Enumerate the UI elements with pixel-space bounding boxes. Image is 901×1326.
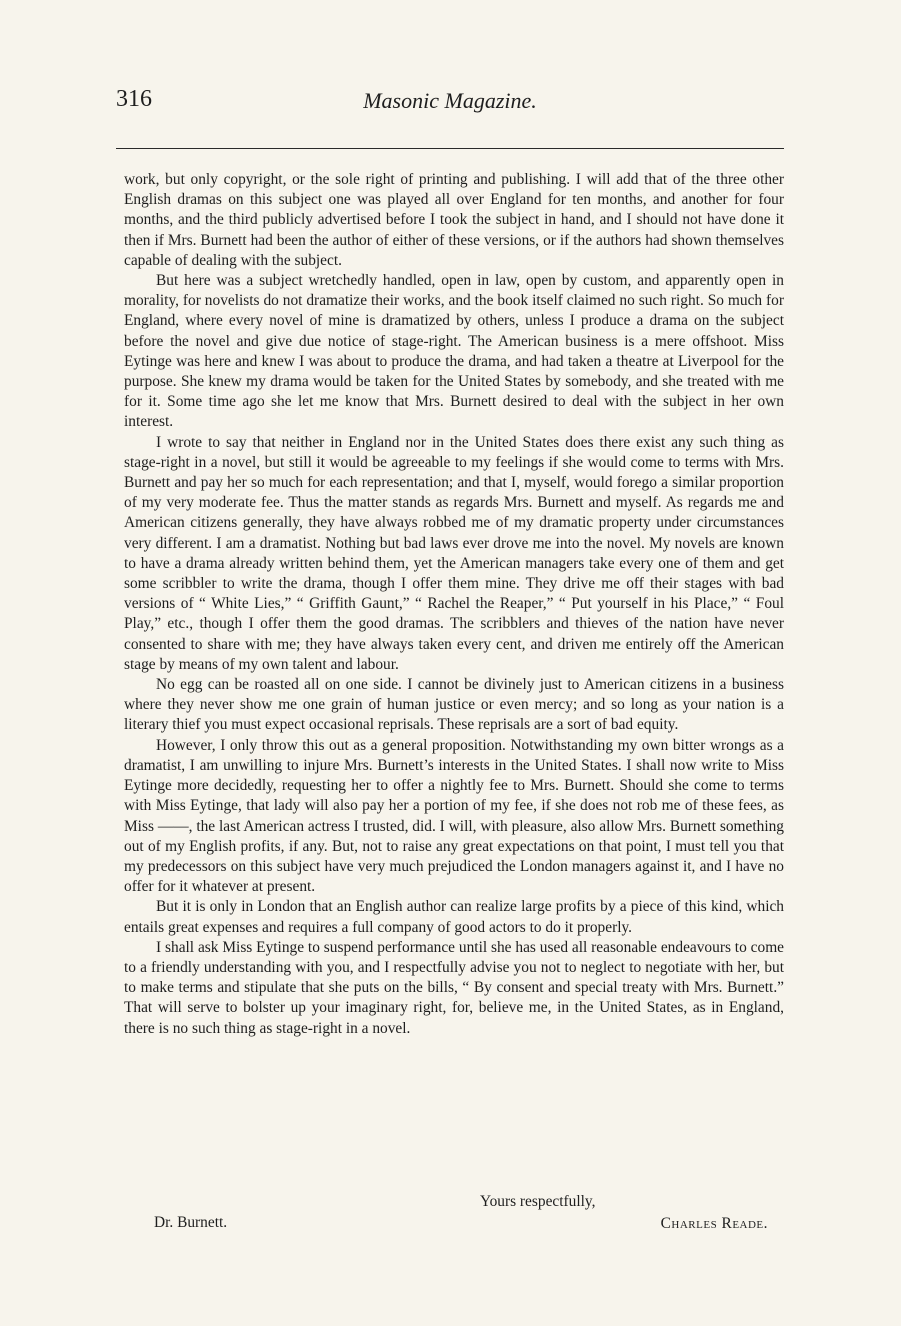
page-number: 316 [116,86,152,112]
paragraph: I shall ask Miss Eytinge to suspend performance until she has used all reasonable endeavours to come to a friendly understanding with you, and I respectfully advise you not to neglect to negotiate with her, but to make terms and stipulate that she puts on the bills, “ By consent and special treaty with Mrs. Burnett.” That will serve to bolster up your imaginary right, for, believe me, in the United States, as in England, there is no such thing as stage-right in a novel. [124,938,784,1037]
signature-block [124,1193,784,1243]
paragraph: However, I only throw this out as a general proposition. Notwithstanding my own bitter wrongs as a dramatist, I am unwilling to injure Mrs. Burnett’s interests in the United States. I shall now write to Miss Eytinge more decidedly, requesting her to offer a nightly fee to Mrs. Burnett. Should she come to terms with Miss Eytinge, that lady will also pay her a portion of my fee, if she does not rob me of these fees, as Miss ——, the last American actress I trusted, did. I will, with pleasure, also allow Mrs. Burnett something out of my English profits, if any. But, not to raise any great expectations on that point, I must tell you that my predecessors on this subject have very much prejudiced the London managers against it, and I have no offer for it whatever at present. [124,736,784,896]
running-title: Masonic Magazine. [363,88,537,113]
paragraph: I wrote to say that neither in England nor in the United States does there exist any such thing as stage-right in a novel, but still it would be agreeable to my feelings if she would come to terms with Mrs. Burnett and pay her so much for each representation; and that I, myself, would forego a similar proportion of my very moderate fee. Thus the matter stands as regards Mrs. Burnett and myself. As regards me and American citizens generally, they have always robbed me of my dramatic property under circumstances very different. I am a dramatist. Nothing but bad laws ever drove me into the novel. My novels are known to have a drama already written behind them, yet the American managers take every one of them and get some scribbler to write the drama, though I offer them mine. They drive me off their stages with bad versions of “ White Lies,” “ Griffith Gaunt,” “ Rachel the Reaper,” “ Put yourself in his Place,” “ Foul Play,” etc., though I offer them the good dramas. The scribblers and thieves of the nation have never consented to share with me; they have always taken every cent, and driven me entirely off the American stage by means of my own talent and labour. [124,433,784,673]
signature: Charles Reade. [660,1215,768,1232]
letter-body [124,170,784,1039]
paragraph: work, but only copyright, or the sole right of printing and publishing. I will add that of the three other English dramas on this subject one was played all over England for ten months, and another for four months, and the third publicly advertised before I took the subject in hand, and I should not have done it then if Mrs. Burnett had been the author of either of these versions, or if the authors had shown themselves capable of dealing with the subject. [124,171,784,269]
paragraph: But here was a subject wretchedly handled, open in law, open by custom, and apparently open in morality, for novelists do not dramatize their works, and the book itself claimed no such right. So much for England, where every novel of mine is dramatized by others, unless I produce a drama on the subject before the novel and give due notice of stage-right. The American business is a mere offshoot. Miss Eytinge was here and knew I was about to produce the drama, and had taken a theatre at Liverpool for the purpose. She knew my drama would be taken for the United States by somebody, and she treated with me for it. Some time ago she let me know that Mrs. Burnett desired to deal with the subject in her own interest. [124,272,784,431]
paragraph: But it is only in London that an English author can realize large profits by a piece of this kind, which entails great expenses and requires a full company of good actors to do it properly. [124,898,784,936]
addressee: Dr. Burnett. [154,1214,228,1231]
page-header [116,86,784,126]
header-rule [116,148,784,149]
paragraph: No egg can be roasted all on one side. I cannot be divinely just to American citizens in a business where they never show me one grain of human justice or even mercy; and so long as your nation is a literary thief you must expect occasional reprisals. These reprisals are a sort of bad equity. [124,676,784,734]
closing-line: Yours respectfully, [480,1193,596,1210]
